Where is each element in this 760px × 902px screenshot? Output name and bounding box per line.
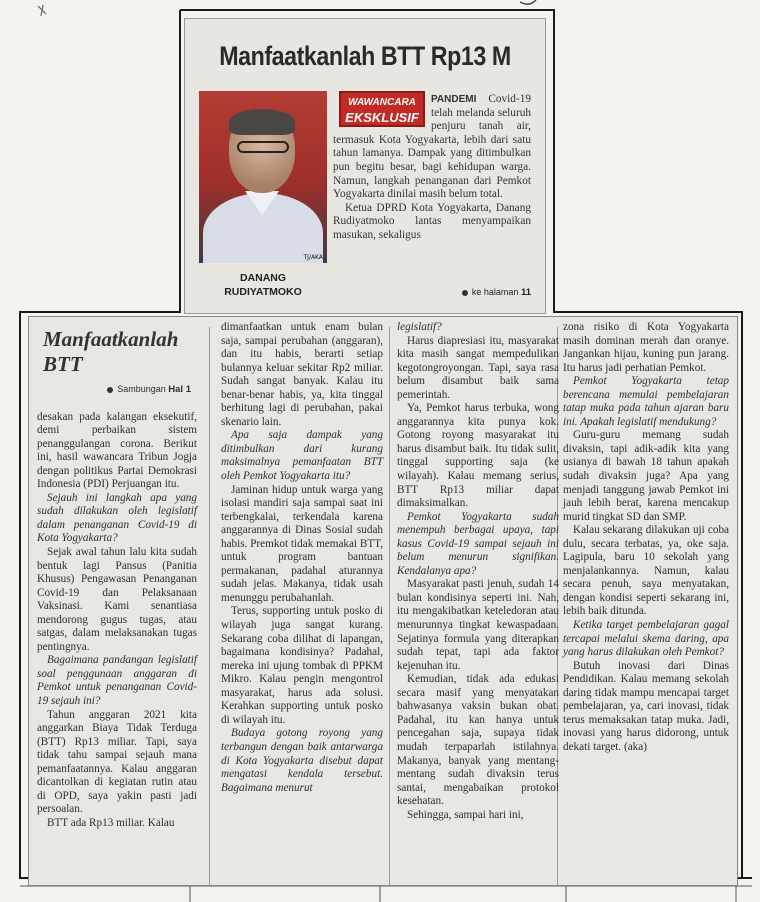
answer-paragraph: desakan pada kalangan eksekutif, demi perbaikan sistem penanggulangan corona. Berikut ini, hasil wawancara Tribun Jogja dengan politikus Partai Demokrasi Indonesia (PDI) Perjuangan itu.: [37, 410, 197, 491]
column-3: [397, 321, 559, 822]
column-4: [563, 321, 729, 755]
question-paragraph: Apa saja dampak yang ditimbulkan dari kurang maksimalnya pemanfaatan BTT oleh Pemkot Yogyakarta itu?: [221, 429, 383, 483]
answer-paragraph: Guru-guru memang sudah divaksin, tapi adik-adik kita yang usianya di bawah 18 tahun apakah sudah divaksin juga? Apa yang menjadi tanggung jawab Pemkot ini jauh lebih berat, karena mencakup murid tingkat SD dan SMP.: [563, 429, 729, 523]
answer-paragraph: Harus diapresiasi itu, masyarakat kita masih sangat mempedulikan kegotongroyongan. Tapi, saya rasa belum disambut baik sama pemerintah.: [397, 334, 559, 401]
lead-kicker: PANDEMI: [431, 94, 477, 105]
column-1: [37, 327, 197, 831]
continue-label: ke halaman: [471, 287, 519, 297]
question-paragraph: Sejauh ini langkah apa yang sudah dilakukan oleh legislatif dalam penanganan Covid-19 di Kota Yogyakarta?: [37, 491, 197, 545]
answer-paragraph: dimanfaatkan untuk enam bulan saja, sampai perubahan (anggaran), dan itu habis, berarti setiap bulannya keluar sekitar Rp2 miliar. Sudah sangat banyak. Kalau itu benar-benar habis, ya, kita tinggal berhitung lagi di perubahan, pakai skenario lain.: [221, 321, 383, 428]
sambungan-page: Hal 1: [168, 384, 191, 395]
continue-note: [462, 287, 531, 298]
question-paragraph: legislatif?: [397, 321, 442, 333]
answer-paragraph: Masyarakat pasti jenuh, sudah 14 bulan kondisinya seperti ini. Nah, itu mengakibatkan keteledoran atau menurunnya tingkat kewaspadaan. Sejatinya formula yang diterapkan sudah tepat, tapi ada faktor kejenuhan itu.: [397, 578, 559, 672]
photo-credit: TJ/AKA: [303, 254, 323, 261]
interview-badge: [339, 91, 425, 127]
column-2-text: [221, 321, 383, 795]
question-paragraph: Bagaimana pandangan legislatif soal penggunaan anggaran di Pemkot untuk penanganan Covid-19 sejauh ini?: [37, 654, 197, 708]
continuation-title-line-1: Manfaatkanlah: [43, 327, 179, 351]
answer-paragraph: Jaminan hidup untuk warga yang isolasi mandiri saja sampai saat ini terbengkalai, terkendala karena anggarannya di Dinas Sosial sudah habis. Premkot tidak memakai BTT, untuk program bantuan permakanan, padahal aturannya sudah jelas. Makanya, tidak usah menunggu perubahanlah.: [221, 483, 383, 604]
question-paragraph: Budaya gotong royong yang terbangun dengan baik antarwarga di Kota Yogyakarta disebut dapat mengatasi kendala tersebut. Bagaimana menurut: [221, 727, 383, 794]
portrait-photo: [199, 91, 327, 263]
answer-paragraph: Sejak awal tahun lalu kita sudah bentuk lagi Pansus (Panitia Khusus) Pengawasan Penanganan Covid-19 dan Pelaksanaan Vaksinasi. Kami senantiasa mendorong gugus tugas, atau satgas, dalam melaksanakan tugas pentingnya.: [37, 546, 197, 653]
question-paragraph: Pemkot Yogyakarta tetap berencana memulai pembelajaran tatap muka pada tahun ajaran baru ini. Apakah legislatif mendukung?: [563, 375, 729, 428]
question-paragraph: Ketika target pembelajaran gagal tercapai melalui skema daring, apa yang harus dilakukan oleh Pemkot?: [563, 619, 729, 659]
photo-hair-shape: [229, 109, 295, 135]
answer-paragraph: zona risiko di Kota Yogyakarta masih dominan merah dan oranye. Jangankan hijau, kuning pun jarang. Itu harus jadi perhatian Pemkot.: [563, 321, 729, 374]
sambungan-note: [37, 383, 197, 397]
caption-line-1: DANANG: [239, 272, 287, 284]
lead-paragraph-2: Ketua DPRD Kota Yogyakarta, Danang Rudiyatmoko lantas menyampaikan masukan, sekaligus: [333, 201, 531, 241]
photo-caption: [199, 271, 327, 299]
bullet-icon: [107, 387, 113, 393]
column-rule: [389, 327, 390, 885]
continuation-title: [37, 327, 197, 377]
headline: Manfaatkanlah BTT Rp13 M: [219, 41, 511, 71]
badge-line-2: EKSKLUSIF: [345, 110, 419, 125]
answer-paragraph: Sehingga, sampai hari ini,: [407, 808, 524, 821]
column-4-text: [563, 321, 729, 755]
answer-paragraph: Kalau sekarang dilakukan uji coba dulu, secara terbatas, ya, oke saja. Lagipula, baru 10 sekolah yang menjalankannya. Namun, kalau secara penuh, saya menyatakan, dengan kondisi seperti sekarang ini, lebih baik ditunda.: [563, 524, 729, 618]
question-paragraph: Pemkot Yogyakarta sudah menempuh berbagai upaya, tapi kasus Covid-19 sampai sejauh ini belum menurun signifikan. Kendalanya apa?: [397, 510, 559, 577]
badge-line-1: WAWANCARA: [348, 97, 416, 108]
article-continuation: [28, 316, 738, 886]
answer-paragraph: Butuh inovasi dari Dinas Pendidikan. Kalau memang sekolah daring tidak mampu mencapai target pembelajaran, ya, cari inovasi, tidak terus memaksakan tatap muka. Jadi, inovasi yang harus didorong, untuk dekati target. (aka): [563, 659, 729, 753]
column-1-text: [37, 411, 197, 831]
column-3-text: [397, 321, 559, 822]
sambungan-label: Sambungan: [117, 384, 166, 394]
continue-page: 11: [520, 287, 531, 298]
answer-paragraph: Terus, supporting untuk posko di wilayah juga sangat kurang. Sekarang coba dilihat di lapangan, bagaimana kondisinya? Padahal, mereka ini ujung tombak di PPKM Mikro. Kalau pengin mengontrol masyarakat, harus ada solusi. Kerahkan supporting untuk posko di wilayah itu.: [221, 605, 383, 726]
article-front-clipping: [184, 18, 546, 314]
caption-line-2: RUDIYATMOKO: [224, 286, 302, 298]
answer-paragraph: Tahun anggaran 2021 kita anggarkan Biaya Tidak Terduga (BTT) Rp13 miliar. Tapi, saya tidak tahu sampai sejauh mana pemanfaatannya. Kalau anggaran dicantolkan di kegiatan rutin atau di OPD, saya yakin pasti jadi persoalan.: [37, 708, 197, 816]
answer-paragraph: Ya, Pemkot harus terbuka, wong anggarannya kita punya kok. Gotong royong masyarakat itu harus disambut baik. Itu tidak sulit, tinggal supporting saja (ke wilayah). Kalau memang serius, BTT Rp13 miliar dapat dimaksimalkan.: [397, 402, 559, 510]
answer-paragraph: BTT ada Rp13 miliar. Kalau: [47, 816, 175, 829]
column-rule: [209, 327, 210, 885]
column-2: [221, 321, 383, 795]
lead-paragraph-1: Covid-19 telah melanda seluruh penjuru tanah air, termasuk Kota Yogyakarta, lebih dari satu tahun lamanya. Dampak yang ditimbulkan pun begitu besar, bagi kehidupan warga. Namun, langkah penanganan dari Pemkot Yogyakarta dinilai masih belum total.: [333, 93, 531, 201]
continuation-title-line-2: BTT: [43, 352, 83, 376]
answer-paragraph: Kemudian, tidak ada edukasi secara masif yang menyatakan bahwasanya vaksin bukan obat. Padahal, itu kan hanya untuk pencegahan saja, supaya tidak mudah terpaparlah istilahnya. Makanya, banyak yang mentang-mentang sudah divaksin terus santai, mengabaikan protokol kesehatan.: [397, 673, 559, 808]
photo-glasses-shape: [237, 141, 289, 153]
bullet-icon: [462, 290, 468, 296]
